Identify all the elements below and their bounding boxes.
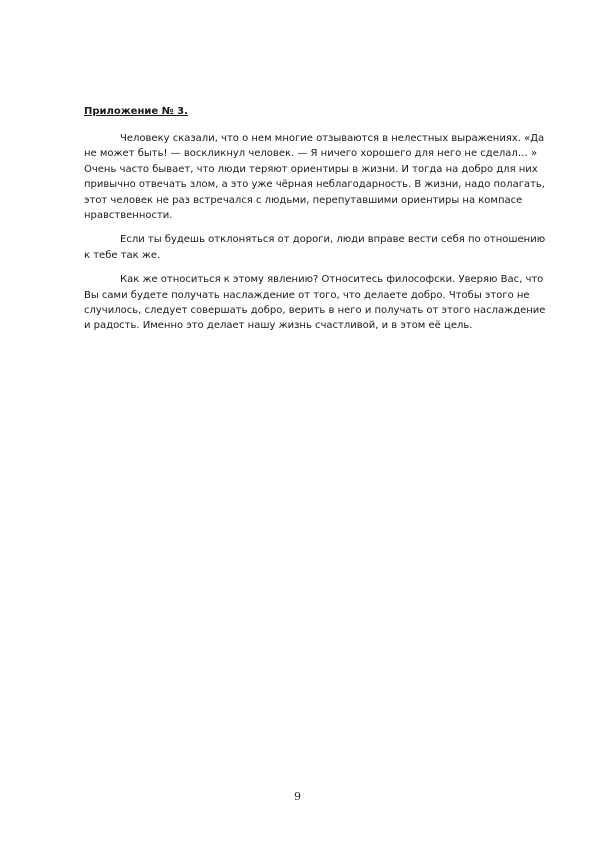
document-body (84, 104, 554, 343)
appendix-heading: Приложение № 3. (84, 106, 188, 117)
paragraph-2: Если ты будешь отклоняться от дороги, люди вправе вести себя по отношению к тебе так же. (84, 234, 546, 261)
page-number: 9 (294, 790, 301, 803)
paragraph-3: Как же относиться к этому явлению? Относитесь философски. Уверяю Вас, что Вы сами будете получать наслаждение от того, что делаете добро. Чтобы этого не случилось, следует совершать добро, верить в него и получать от этого наслаждение и радость. Именно это делает нашу жизнь счастливой, и в этом её цель. (84, 274, 546, 332)
paragraph-1: Человеку сказали, что о нем многие отзываются в нелестных выражениях. «Да не может быть! — воскликнул человек. — Я ничего хорошего для него не сделал… » Очень часто бывает, что люди теряют ориентиры в жизни. И тогда на добро для них привычно отвечать злом, а это уже чёрная неблагодарность. В жизни, надо полагать, этот человек не раз встречался с людьми, перепутавшими ориентиры на компасе нравственности. (84, 133, 545, 222)
